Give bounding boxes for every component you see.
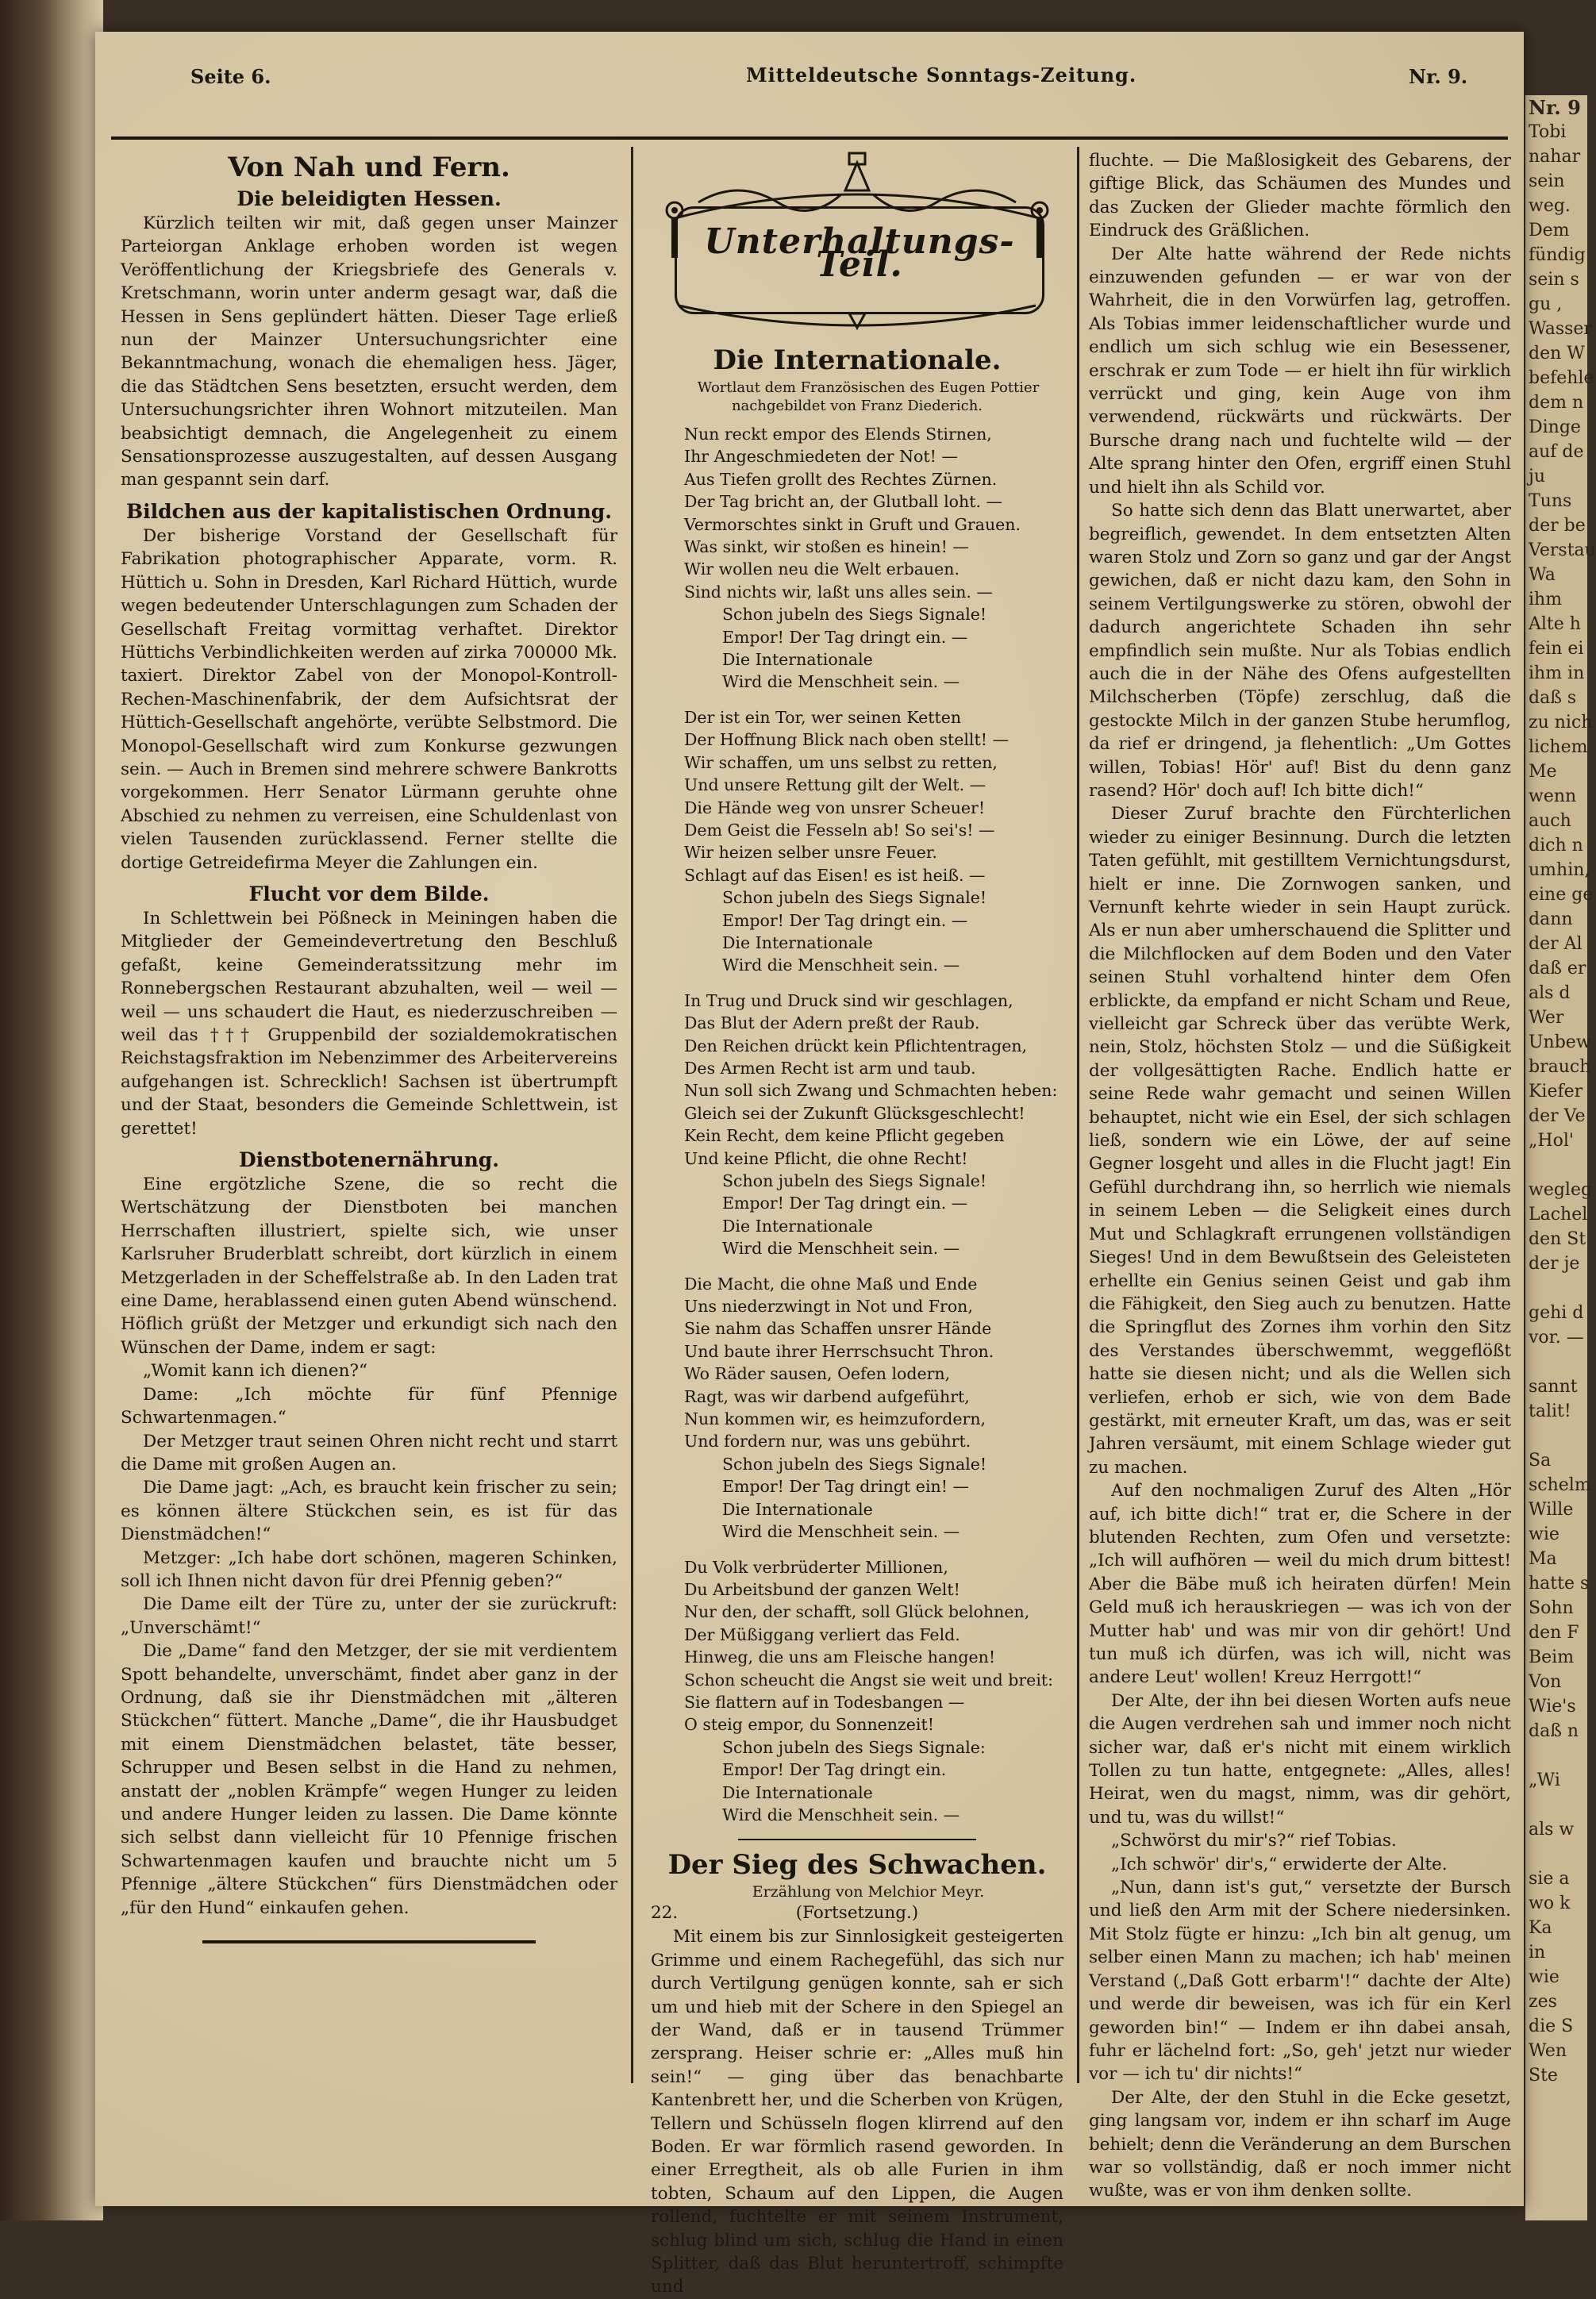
adjacent-page-fragment-line: dich n bbox=[1529, 836, 1583, 855]
poem-stanza bbox=[684, 423, 1063, 694]
story-continued-3: So hatte sich denn das Blatt unerwartet, aber begreiflich, gewendet. In dem entsetzten Alten waren Stolz und Zorn so ganz und gar der Angst gewichen, daß er nicht dazu kam, den Sohn in seinem Vertilgungswerke zu stören, obwohl der dadurch angerichtete Schaden ihn sehr empfindlich sein mußte. Nur als Tobias endlich auch die in der Nähe des Ofens aufgestellten Milchscherben (Töpfe) zerschlug, daß die gestockte Milch in der ganzen Stube herumflog, da rief er dringend, ja flehentlich: „Um Gottes willen, Tobias! Hör' auf! Bist du denn ganz rasend? Hör' doch auf! Ich bitte dich!“ bbox=[1089, 501, 1511, 801]
poem-line: Gleich sei der Zukunft Glücksgeschlecht! bbox=[684, 1103, 1025, 1123]
poem-line: O steig empor, du Sonnenzeit! bbox=[684, 1715, 934, 1735]
newspaper-title: Mitteldeutsche Sonntags-Zeitung. bbox=[746, 63, 1137, 87]
adjacent-page-fragment-line: den W bbox=[1529, 344, 1585, 363]
adjacent-page-fragment-line: auf de bbox=[1529, 442, 1584, 462]
story-text: Mit einem bis zur Sinnlosigkeit gesteigerten Grimme und einem Rachegefühl, das sich nur durch Vertilgung genügen konnte, sah er sich um und hieb mit der Schere in den Spiegel an der Wand, daß er in tausend Trümmer zersprang. Heiser schrie er: „Alles muß hin sein!“ — ging über das benachbarte Kantenbrett her, und die Scherben von Krügen, Tellern und Schüsseln flogen klirrend auf den Boden. Er war förmlich rasend geworden. In einer Erregtheit, als ob alle Furien in ihm tobten, Schaum auf den Lippen, die Augen rollend, fuchtelte er mit seinem Instrument, schlug blind um sich, schlug die Hand in einen Splitter, daß das Blut heruntertroff, schimpfte und bbox=[651, 1927, 1063, 2297]
adjacent-page-fragment-line bbox=[1529, 1276, 1587, 1301]
poem-line: Der Tag bricht an, der Glutball loht. — bbox=[684, 492, 1002, 512]
adjacent-page-fragment-line: daß er bbox=[1529, 959, 1586, 978]
adjacent-page-fragment-line: lichem bbox=[1529, 737, 1588, 757]
poem-refrain-line: Empor! Der Tag dringt ein. — bbox=[722, 910, 968, 930]
adjacent-page-fragment-line: der be bbox=[1529, 516, 1586, 536]
adjacent-page-fragment-line: ihm bbox=[1529, 590, 1563, 609]
adjacent-page-fragment-line: Wille bbox=[1529, 1500, 1574, 1520]
story-continued-4: Dieser Zuruf brachte den Fürchterlichen wieder zu einiger Besinnung. Durch die letzten Taten gefühlt, mit gestilltem Vernichtungsdurst, hielt er inne. Die Zornwogen sanken, und Vernunft kehrte wieder in sein Haupt zurück. Als er nun aber umherschauend die Splitter und die Milchflocken auf dem Boden und den Vater seinen Stuhl vorhaltend hinter dem Ofen erblickte, da empfand er nicht Scham und Reue, vielleicht gar Schreck über das verübte Werk, nein, Stolz, höchsten Stolz — und die Süßigkeit der vollgesättigten Rache. Endlich hatte er seine Rede wahr gemacht und seinen Willen behauptet, nicht wie ein Esel, der sich schlagen ließ, sondern wie ein Löwe, der auf seine Gegner losgeht und alles in die Flucht jagt! Ein Gefühl durchdrang ihn, so herrlich wie niemals in seinem Leben — die Seligkeit eines durch Mut und Schlagkraft errungenen vollständigen Sieges! Und in dem Bewußtsein des Geleisteten erhellte ein Genius seinen Geist und gab ihm die Fähigkeit, den Sieg auch zu benutzen. Hatte die Springflut des Zornes ihm vorhin den Sitz des Verstandes überschwemmt, weggeflößt hatte sie diesen nicht; und als die Wellen sich verliefen, erhob er sich, wie von dem Bade gestärkt, mit erneuter Kraft, um das, was er seit Jahren versäumt, mit einem Schlage wieder gut zu machen. bbox=[1089, 804, 1511, 1478]
adjacent-page-fragment-line: der je bbox=[1529, 1254, 1580, 1274]
adjacent-page-fragment bbox=[1525, 95, 1596, 2220]
newspaper-page bbox=[95, 32, 1524, 2297]
poem-line: Sind nichts wir, laßt uns alles sein. — bbox=[684, 582, 993, 602]
adjacent-page-fragment-line: Wer bbox=[1529, 1008, 1564, 1028]
poem-line: Und unsere Rettung gilt der Welt. — bbox=[684, 775, 986, 795]
poem-line: Den Reichen drückt kein Pflichtentragen, bbox=[684, 1036, 1028, 1055]
column-left bbox=[121, 149, 617, 1943]
adjacent-page-fragment-line: Ma bbox=[1529, 1549, 1557, 1569]
adjacent-page-fragment-line: ju bbox=[1529, 467, 1545, 486]
story-installment bbox=[651, 1901, 1063, 1925]
adjacent-page-fragment-line: wie bbox=[1529, 1967, 1559, 1987]
poem-line: Und baute ihrer Herrschsucht Thron. bbox=[684, 1341, 994, 1361]
poem-refrain-line: Empor! Der Tag dringt ein. — bbox=[722, 1194, 968, 1213]
poem-line: Dem Geist die Fesseln ab! So sei's! — bbox=[684, 820, 995, 840]
adjacent-page-fragment-line: ihm in bbox=[1529, 663, 1585, 683]
adjacent-page-fragment-line: Kiefer bbox=[1529, 1082, 1583, 1101]
adjacent-page-fragment-line: die S bbox=[1529, 2016, 1574, 2036]
poem-refrain-line: Schon jubeln des Siegs Signale! bbox=[722, 605, 987, 625]
poem-line: Der Müßiggang verliert das Feld. bbox=[684, 1624, 960, 1644]
poem-refrain-line: Empor! Der Tag dringt ein. bbox=[722, 1760, 947, 1780]
adjacent-page-fragment-line: als w bbox=[1529, 1820, 1575, 1840]
adjacent-page-fragment-line: sie a bbox=[1529, 1869, 1570, 1889]
adjacent-page-fragment-line: Beim bbox=[1529, 1647, 1575, 1667]
adjacent-page-fragment-line: Ka bbox=[1529, 1918, 1552, 1938]
issue-number: Nr. 9. bbox=[1409, 65, 1468, 88]
adjacent-page-fragment-line: den St bbox=[1529, 1229, 1586, 1249]
continuation-note: (Fortsetzung.) bbox=[795, 1903, 919, 1924]
section-title-von-nah-und-fern: Von Nah und Fern. bbox=[228, 152, 510, 183]
poem-line: Hinweg, die uns am Fleische hangen! bbox=[684, 1647, 996, 1667]
story-continued-10: Der Alte, der den Stuhl in die Ecke gesetzt, ging langsam vor, indem er ihn scharf im Auge behielt; denn die Veränderung an dem Burschen war so vollständig, daß er noch immer nicht wußte, was er von ihm denken sollte. bbox=[1089, 2087, 1511, 2201]
adjacent-page-fragment-line: in bbox=[1529, 1943, 1546, 1963]
poem-line: Wir schaffen, um uns selbst zu retten, bbox=[684, 752, 998, 772]
poem-attribution: Wortlaut dem Französischen des Eugen Pottier nachgebildet von Franz Diederich. bbox=[697, 379, 1040, 414]
adjacent-page-fragment-line: Dem bbox=[1529, 221, 1570, 240]
story-continued-7: „Schwörst du mir's?“ rief Tobias. bbox=[1111, 1831, 1397, 1851]
adjacent-page-fragment-line: den F bbox=[1529, 1623, 1579, 1643]
poem-title: Die Internationale. bbox=[713, 344, 1002, 376]
adjacent-page-fragment-line: Tobi bbox=[1529, 122, 1567, 142]
adjacent-page-fragment-line: gu , bbox=[1529, 294, 1563, 314]
poem-line: Du Volk verbrüderter Millionen, bbox=[684, 1557, 948, 1577]
article-text-dienstboten-6: Metzger: „Ich habe dort schönen, mageren Schinken, soll ich Ihnen nicht davon für drei Pfennig geben?“ bbox=[121, 1547, 617, 1591]
poem-stanza bbox=[684, 990, 1063, 1260]
adjacent-page-fragment-line: der Al bbox=[1529, 934, 1583, 954]
adjacent-page-fragment-line: dann bbox=[1529, 909, 1573, 929]
poem-line: Uns niederzwingt in Not und Fron, bbox=[684, 1297, 973, 1317]
adjacent-page-fragment-line: Verstau bbox=[1529, 540, 1596, 560]
story-continued-1: fluchte. — Die Maßlosigkeit des Gebarens, der giftige Blick, das Schäumen des Mundes und das Zucken der Glieder machte förmlich den Eindruck des Gräßlichen. bbox=[1089, 151, 1511, 241]
adjacent-page-fragment-line: Unbew bbox=[1529, 1032, 1591, 1052]
story-continued-2: Der Alte hatte während der Rede nichts einzuwenden gefunden — er war von der Wahrheit, die in den Vorwürfen lag, getroffen. Als Tobias immer leidenschaftlicher wurde und endlich um sich schlug wie ein Besessener, erschrak er zum Tode — er hielt ihn für wirklich verrückt und ging, kein Auge von ihm verwendend, rückwärts und rückwärts. Der Bursche drang nach und fuchtelte wild — der Alte sprang hinter den Ofen, ergriff einen Stuhl und hielt ihn als Schild vor. bbox=[1089, 244, 1511, 498]
article-text-dienstboten-2: „Womit kann ich dienen?“ bbox=[143, 1361, 367, 1382]
poem-line: Was sinkt, wir stoßen es hinein! — bbox=[684, 537, 969, 557]
adjacent-page-fragment-line: Wen bbox=[1529, 2041, 1567, 2061]
poem-refrain-line: Schon jubeln des Siegs Signale! bbox=[722, 1171, 987, 1190]
adjacent-page-fragment-line: der Ve bbox=[1529, 1106, 1586, 1126]
adjacent-page-fragment-line: sannt bbox=[1529, 1377, 1578, 1397]
column-middle bbox=[651, 147, 1063, 2299]
header-rule bbox=[111, 136, 1508, 140]
adjacent-page-fragment-line: Lachel bbox=[1529, 1205, 1588, 1224]
adjacent-page-fragment-line: dem n bbox=[1529, 393, 1584, 413]
poem-line: Und keine Pflicht, die ohne Recht! bbox=[684, 1148, 968, 1168]
adjacent-page-fragment-line bbox=[1529, 1350, 1587, 1374]
article-text-dienstboten-4: Der Metzger traut seinen Ohren nicht recht und starrt die Dame mit großen Augen an. bbox=[121, 1431, 617, 1474]
adjacent-page-fragment-line: wegleg bbox=[1529, 1180, 1593, 1200]
poem-refrain-line: Die Internationale bbox=[722, 932, 873, 952]
adjacent-page-fragment-line: vor. — bbox=[1529, 1328, 1584, 1347]
adjacent-page-fragment-line: fündig bbox=[1529, 245, 1586, 265]
poem-refrain-line: Die Internationale bbox=[722, 1782, 873, 1802]
story-continued-8: „Ich schwör' dir's,“ erwiderte der Alte. bbox=[1111, 1854, 1448, 1874]
poem-refrain-line: Die Internationale bbox=[722, 650, 873, 670]
divider bbox=[738, 1839, 976, 1840]
poem-line: Sie nahm das Schaffen unsrer Hände bbox=[684, 1319, 992, 1339]
poem-line: Nun reckt empor des Elends Stirnen, bbox=[684, 425, 992, 444]
poem-line: Aus Tiefen grollt des Rechtes Zürnen. bbox=[684, 469, 998, 489]
poem-line: Ragt, was wir darbend aufgeführt, bbox=[684, 1386, 970, 1406]
poem-refrain-line: Die Internationale bbox=[722, 1499, 873, 1519]
poem-refrain-line: Wird die Menschheit sein. — bbox=[722, 1522, 960, 1542]
adjacent-page-fragment-line: „Wi bbox=[1529, 1770, 1560, 1790]
poem-line: Das Blut der Adern preßt der Raub. bbox=[684, 1013, 980, 1033]
poem-line: Schon scheucht die Angst sie weit und breit: bbox=[684, 1670, 1054, 1690]
installment-number: 22. bbox=[651, 1903, 679, 1924]
adjacent-page-fragment-line: Von bbox=[1529, 1672, 1562, 1692]
poem-line: Du Arbeitsbund der ganzen Welt! bbox=[684, 1579, 960, 1599]
adjacent-page-fragment-line: Me bbox=[1529, 762, 1557, 782]
poem-line: Der ist ein Tor, wer seinen Ketten bbox=[684, 707, 962, 727]
poem-line: Des Armen Recht ist arm und taub. bbox=[684, 1058, 976, 1078]
adjacent-page-fragment-line bbox=[1529, 1842, 1587, 1866]
adjacent-page-fragment-line: nahar bbox=[1529, 147, 1581, 167]
poem-stanza bbox=[684, 706, 1063, 977]
banner-title: Unterhaltungs-Teil. bbox=[704, 221, 1015, 286]
article-text-dienstboten-1: Eine ergötzliche Szene, die so recht die Wertschätzung der Dienstboten bei manchen Herrschaften illustriert, spielte sich, wie unser Karlsruher Bruderblatt schreibt, dort kürzlich in einem Metzgerladen in der Scheffelstraße ab. In den Laden trat eine Dame, herablassend einen guten Abend wünschend. Höflich grüßt der Metzger und erkundigt sich nach den Wünschen der Dame, indem er sagt: bbox=[121, 1174, 617, 1358]
adjacent-page-fragment-line: auch bbox=[1529, 811, 1571, 831]
poem-refrain-line: Schon jubeln des Siegs Signale! bbox=[722, 888, 987, 908]
adjacent-page-fragment-line: sein bbox=[1529, 171, 1565, 191]
article-text-dienstboten-5: Die Dame jagt: „Ach, es braucht kein frischer zu sein; es können ältere Stückchen sein, es ist für das Dienstmädchen!“ bbox=[121, 1478, 617, 1545]
poem-line: Und fordern nur, was uns gebührt. bbox=[684, 1432, 971, 1451]
poem-refrain-line: Schon jubeln des Siegs Signale! bbox=[722, 1454, 987, 1474]
adjacent-page-fragment-line: zu nich bbox=[1529, 713, 1593, 732]
column-divider-1 bbox=[631, 147, 633, 2083]
adjacent-page-fragment-line: sein s bbox=[1529, 270, 1579, 290]
adjacent-page-fragment-line bbox=[1529, 1793, 1587, 1817]
adjacent-page-fragment-line: talit! bbox=[1529, 1401, 1571, 1421]
adjacent-page-fragment-line: Dinge bbox=[1529, 417, 1581, 437]
adjacent-page-fragment-line: Wie's bbox=[1529, 1697, 1576, 1717]
adjacent-page-fragment-line: „Hol' bbox=[1529, 1131, 1574, 1151]
poem-line: Schlagt auf das Eisen! es ist heiß. — bbox=[684, 865, 986, 885]
poem-refrain-line: Wird die Menschheit sein. — bbox=[722, 1239, 960, 1259]
poem-line: Kein Recht, dem keine Pflicht gegeben bbox=[684, 1126, 1005, 1146]
poem-line: Ihr Angeschmiedeten der Not! — bbox=[684, 447, 958, 467]
adjacent-page-fragment-line bbox=[1529, 1743, 1587, 1768]
adjacent-page-fragment-line: gehi d bbox=[1529, 1303, 1584, 1323]
poem-line: Der Hoffnung Blick nach oben stellt! — bbox=[684, 730, 1009, 750]
adjacent-page-fragment-line bbox=[1529, 1153, 1587, 1178]
column-divider-2 bbox=[1077, 147, 1079, 2083]
adjacent-page-fragment-line: wenn bbox=[1529, 786, 1577, 806]
poem-line: In Trug und Druck sind wir geschlagen, bbox=[684, 990, 1013, 1010]
poem-refrain-line: Schon jubeln des Siegs Signale: bbox=[722, 1737, 986, 1757]
article-title-dienstboten: Dienstbotenernährung. bbox=[238, 1148, 499, 1172]
column-right bbox=[1089, 149, 1511, 2203]
adjacent-page-fragment-line: Wasser bbox=[1529, 319, 1592, 339]
adjacent-page-fragment-line: zes bbox=[1529, 1992, 1557, 2012]
adjacent-page-fragment-line: Alte h bbox=[1529, 614, 1581, 634]
adjacent-page-fragment-line: Sa bbox=[1529, 1451, 1552, 1471]
end-rule bbox=[202, 1940, 536, 1943]
story-title: Der Sieg des Schwachen. bbox=[667, 1849, 1047, 1882]
article-text-flucht: In Schlettwein bei Pößneck in Meiningen haben die Mitglieder der Gemeindevertretung den Beschluß gefaßt, keine Gemeinderatssitzung mehr im Ronnebergschen Restaurant abzuhalten, weil — weil — weil — uns schaudert die Haut, es niederzuschreiben — weil das ††† Gruppenbild der sozialdemokratischen Reichstagsfraktion im Nebenzimmer des Arbeitervereins aufgehangen ist. Schrecklich! Sachsen ist übertrumpft und der Staat, besonders die Gemeinde Schlettwein, ist gerettet! bbox=[121, 908, 617, 1139]
article-text-hessen: Kürzlich teilten wir mit, daß gegen unser Mainzer Parteiorgan Anklage erhoben worden ist wegen Veröffentlichung der Kriegsbriefe des Generals v. Kretschmann, worin unter anderm gesagt war, daß die Hessen in Sens geplündert hätten. Dieser Tage erließ nun der Mainzer Untersuchungsrichter eine Bekanntmachung, wonach die ehemaligen hess. Jäger, die das Städtchen Sens besetzten, ersucht werden, dem Untersuchungsrichter ihren Wohnort mitzuteilen. Man beabsichtigt demnach, die Angelegenheit zu einem Sensationsprozesse auszugestalten, auf dessen Ausgang man gespannt sein darf. bbox=[121, 213, 617, 490]
adjacent-page-fragment-line: hatte s bbox=[1529, 1574, 1590, 1594]
adjacent-page-fragment-line: weg. bbox=[1529, 196, 1571, 216]
adjacent-page-fragment-line: daß s bbox=[1529, 688, 1577, 708]
poem-line: Die Macht, die ohne Maß und Ende bbox=[684, 1274, 978, 1294]
adjacent-page-fragment-line bbox=[1529, 1424, 1587, 1448]
adjacent-page-fragment-line: befehle bbox=[1529, 368, 1594, 388]
poem-line: Vermorschtes sinkt in Gruft und Grauen. bbox=[684, 514, 1021, 534]
adjacent-page-fragment-line: Tuns bbox=[1529, 491, 1572, 511]
poem-line: Nur den, der schafft, soll Glück belohnen, bbox=[684, 1602, 1030, 1622]
adjacent-page-fragment-line: schelm bbox=[1529, 1475, 1591, 1495]
adjacent-page-fragment-line: wo k bbox=[1529, 1893, 1571, 1913]
adjacent-page-fragment-line: brauch bbox=[1529, 1057, 1591, 1077]
adjacent-page-fragment-line: eine ge bbox=[1529, 885, 1594, 905]
article-text-dienstboten-7: Die Dame eilt der Türe zu, unter der sie zurückruft: „Unverschämt!“ bbox=[121, 1594, 617, 1638]
poem-line: Die Hände weg von unsrer Scheuer! bbox=[684, 798, 986, 817]
poem-line: Nun soll sich Zwang und Schmachten heben: bbox=[684, 1081, 1058, 1101]
adjacent-page-fragment-line: als d bbox=[1529, 983, 1571, 1003]
article-text-dienstboten-8: Die „Dame“ fand den Metzger, der sie mit verdientem Spott behandelte, unverschämt, findet aber ganz in der Ordnung, daß sie ihr Dienstmädchen mit „älteren Stückchen“ füttert. Manche „Dame“, die ihr Hausbudget mit einem Dienstmädchen belastet, täte besser, Schrupper und Besen selbst in die Hand zu nehmen, anstatt der „noblen Krämpfe“ wegen Hunger zu leiden und andere Hunger leiden zu lassen. Die Dame könnte sich selbst dann vielleicht für 10 Pfennige frischen Schwartenmagen kaufen und brauchte nicht um 5 Pfennige „ältere Stückchen“ fürs Dienstmädchen oder „für den Hund“ einkaufen gehen. bbox=[121, 1641, 617, 1918]
story-continued-9: „Nun, dann ist's gut,“ versetzte der Bursch und ließ den Arm mit der Schere niedersinken. Mit Stolz fügte er hinzu: „Ich bin alt genug, um selber einen Mann zu machen; ich hab' meinen Verstand („Daß Gott erbarm'!“ dachte der Alte) und werde dir beweisen, was ich für ein Kerl geworden bin!“ — Indem er ihn dabei ansah, fuhr er lächelnd fort: „So, geh' jetzt nur wieder vor — ich tu' dir nichts!“ bbox=[1089, 1878, 1511, 2085]
story-continued-5: Auf den nochmaligen Zuruf des Alten „Hör auf, ich bitte dich!“ trat er, die Schere in der blutenden Rechten, zum Ofen und versetzte: „Ich will aufhören — weil du mich drum bittest! Aber die Bäbe muß ich heiraten dürfen! Mein Geld muß ich herauskriegen — was ich von der Mutter hab' und was mir von dir gehört! Und tun muß ich dürfen, was ich will, nicht was andere Leut' wollen! Kreuz Herrgott!“ bbox=[1089, 1481, 1511, 1688]
poem-stanza bbox=[684, 1556, 1063, 1827]
story-author: Erzählung von Melchior Meyr. bbox=[752, 1883, 985, 1901]
adjacent-page-header: Nr. 9 bbox=[1529, 96, 1581, 119]
adjacent-page-fragment-line: umhin, bbox=[1529, 860, 1590, 880]
poem-line: Sie flattern auf in Todesbangen — bbox=[684, 1692, 965, 1712]
poem-body bbox=[651, 423, 1063, 1826]
adjacent-page-fragment-line: wie bbox=[1529, 1524, 1559, 1544]
story-continued-6: Der Alte, der ihn bei diesen Worten aufs neue die Augen verdrehen sah und immer noch nicht sicher war, daß er's nicht mit einem wirklich Tollen zu tun hatte, entgegnete: „Alles, alles! Heirat, wen du magst, nimm, was dir gehört, und tu, was du willst!“ bbox=[1089, 1690, 1511, 1828]
book-spine-left bbox=[0, 0, 103, 2220]
poem-line: Wo Räder sausen, Oefen lodern, bbox=[684, 1364, 951, 1384]
article-text-dienstboten-3: Dame: „Ich möchte für fünf Pfennige Schwartenmagen.“ bbox=[121, 1384, 617, 1428]
adjacent-page-fragment-line: fein ei bbox=[1529, 639, 1584, 659]
adjacent-page-text bbox=[1529, 120, 1596, 2088]
page-number: Seite 6. bbox=[190, 65, 271, 88]
poem-refrain-line: Wird die Menschheit sein. — bbox=[722, 955, 960, 975]
poem-stanza bbox=[684, 1273, 1063, 1544]
poem-refrain-line: Empor! Der Tag dringt ein. — bbox=[722, 627, 968, 647]
poem-refrain-line: Empor! Der Tag dringt ein! — bbox=[722, 1477, 969, 1497]
adjacent-page-fragment-line: Wa bbox=[1529, 565, 1556, 585]
article-title-bildchen: Bildchen aus der kapitalistischen Ordnung. bbox=[126, 499, 612, 523]
poem-line: Nun kommen wir, es heimzufordern, bbox=[684, 1409, 986, 1429]
article-title-flucht: Flucht vor dem Bilde. bbox=[248, 882, 490, 905]
poem-refrain-line: Die Internationale bbox=[722, 1216, 873, 1236]
adjacent-page-fragment-line: Sohn bbox=[1529, 1598, 1574, 1618]
unterhaltungsteil-banner bbox=[651, 147, 1063, 337]
poem-refrain-line: Wird die Menschheit sein. — bbox=[722, 672, 960, 692]
article-title-hessen: Die beleidigten Hessen. bbox=[237, 187, 502, 210]
poem-line: Wir heizen selber unsre Feuer. bbox=[684, 843, 937, 863]
article-text-bildchen: Der bisherige Vorstand der Gesellschaft für Fabrikation photographischer Apparate, vorm. R. Hüttich u. Sohn in Dresden, Karl Richard Hüttich, wurde wegen bedeutender Unterschlagungen zum Schaden der Gesellschaft Freitag vormittag verhaftet. Direktor Hüttichs Verbindlichkeiten werden auf zirka 700000 Mk. taxiert. Direktor Zabel von der Monopol-Kontroll-Rechen-Maschinenfabrik, der dem Aufsichtsrat der Hüttich-Gesellschaft angehörte, verübte Selbstmord. Die Monopol-Gesellschaft wird zum Konkurse gezwungen sein. — Auch in Bremen sind mehrere schwere Bankrotts vorgekommen. Herr Senator Lürmann geruhte ohne Abschied zu nehmen zu verreisen, eine Schuldenlast von vielen Tausenden zurücklassend. Ferner stellte die dortige Getreidefirma Meyer die Zahlungen ein. bbox=[121, 525, 617, 873]
poem-refrain-line: Wird die Menschheit sein. — bbox=[722, 1805, 960, 1824]
poem-line: Wir wollen neu die Welt erbauen. bbox=[684, 559, 960, 579]
adjacent-page-fragment-line: daß n bbox=[1529, 1721, 1579, 1741]
adjacent-page-fragment-line: Ste bbox=[1529, 2066, 1558, 2086]
